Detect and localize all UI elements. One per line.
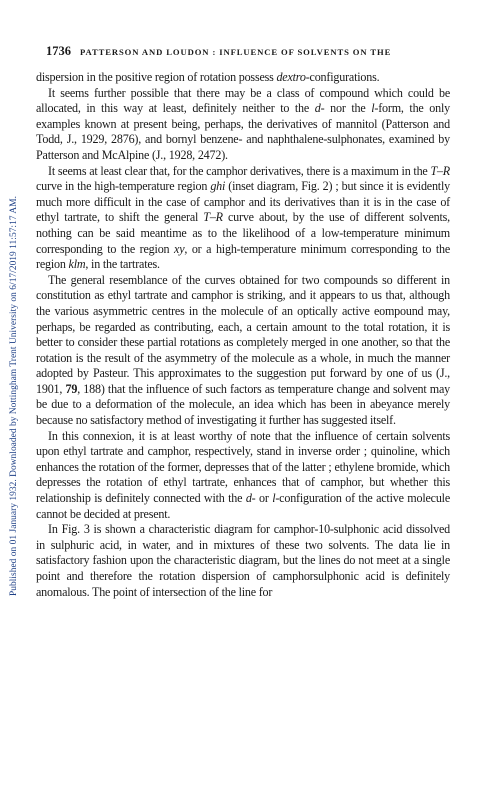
paragraph-5: [36, 429, 450, 523]
p3-text-g: curve about, by the use of different solvents, nothing can be said meantime as to the likelihood of a low-temperature minimum corresponding to the region: [36, 210, 450, 256]
p3-text-k: , in the tartrates.: [85, 257, 160, 272]
side-note: [0, 0, 28, 792]
publication-note: Published on 01 January 1932. Downloaded by Nottingham Trent University on 6/17/2019 11:57:17 AM.: [9, 195, 19, 597]
page-number: 1736: [46, 44, 71, 58]
p1-text-a: dispersion in the positive region of rotation possess: [36, 70, 277, 84]
running-title: PATTERSON AND LOUDON : INFLUENCE OF SOLVENTS ON THE: [80, 47, 392, 57]
running-header: [46, 44, 450, 59]
article-body: [36, 70, 450, 600]
paragraph-1: [36, 70, 450, 86]
p5-text-a: In this connexion, it is at least worthy of note that the influence of certain solvents upon ethyl tartrate and camphor, respectively, stand in inverse order ; quinoline, which enhances the rotation of the former, depresses that of the latter ; ethylene bromide, which depresses the rotation of ethyl tartrate, enhances that of camphor, but whether this relationship is definitely connected with the: [36, 428, 450, 506]
paragraph-3: [36, 164, 450, 273]
p2-text-b: d: [314, 101, 321, 116]
p2-text-a: It seems further possible that there may be a class of compound which could be allocated, in this way at least, definitely neither to the: [36, 85, 450, 116]
p3-text-i: , or a high-temperature minimum corresponding to the region: [36, 241, 450, 272]
p3-text-f: T–R: [203, 210, 223, 225]
p5-text-d: l: [272, 491, 276, 506]
p3-text-b: T–R: [430, 163, 450, 178]
paragraph-2: [36, 86, 450, 164]
p4-text-a: The general resemblance of the curves obtained for two compounds so different in constitution as ethyl tartrate and camphor is striking, and it appears to us that, although the various asymmetric centres in the molecule of an optically active eompound may, perhaps, be regarded as contributing, each, a certain amount to the total rotation, it is better to consider these partial rotations as completely merged in one another, so that the rotation is the result of the asymmetry of the molecule as a whole, in much the manner adopted by Pasteur. This approximates to the suggestion put forward by one of us (J., 1901,: [36, 272, 450, 396]
p4-text-b: 79: [65, 381, 78, 396]
p3-text-j: klm: [68, 257, 86, 272]
p5-text-c: - or: [251, 491, 273, 506]
p3-text-c: curve in the high-temperature region: [36, 179, 211, 194]
p3-text-d: ghi: [210, 179, 226, 194]
p2-text-e: -form, the only examples known at present being, perhaps, the derivatives of mannitol (Patterson and Todd, J., 1929, 2876), and bornyl benzene- and naphthalene-sulphonates, examined by Patterson and McAlpine (J., 1928, 2472).: [36, 101, 450, 162]
p3-text-e: (inset diagram, Fig. 2) ; but since it is evidently much more difficult in the case of camphor and its derivatives than it is in the case of ethyl tartrate, to shift the general: [36, 179, 450, 225]
p2-text-d: l: [371, 101, 375, 116]
p4-text-c: , 188) that the influence of such factors as temperature change and solvent may be due to a deformation of the molecule, an idea which has been in abeyance merely because no satisfactory method of investigating it further has suggested itself.: [36, 381, 450, 428]
p6-text-a: In Fig. 3 is shown a characteristic diagram for camphor-10-sulphonic acid dissolved in sulphuric acid, in water, and in mixtures of these two solvents. The data lie in satisfactory fashion upon the characteristic diagram, but the lines do not meet at a single point and therefore the rotation dispersion of camphorsulphonic acid is definitely anomalous. The point of intersection of the line for: [36, 522, 450, 599]
p5-text-b: d: [245, 491, 252, 506]
paragraph-4: [36, 273, 450, 429]
p2-text-c: - nor the: [320, 101, 372, 116]
p5-text-e: -configuration of the active molecule cannot be decided at present.: [36, 491, 450, 521]
p1-text-c: -configurations.: [305, 70, 380, 84]
paragraph-6: [36, 522, 450, 600]
p3-text-h: xy: [174, 241, 185, 256]
p3-text-a: It seems at least clear that, for the camphor derivatives, there is a maximum in the: [48, 163, 431, 178]
page: [36, 44, 450, 600]
p1-text-b: dextro: [276, 70, 306, 84]
